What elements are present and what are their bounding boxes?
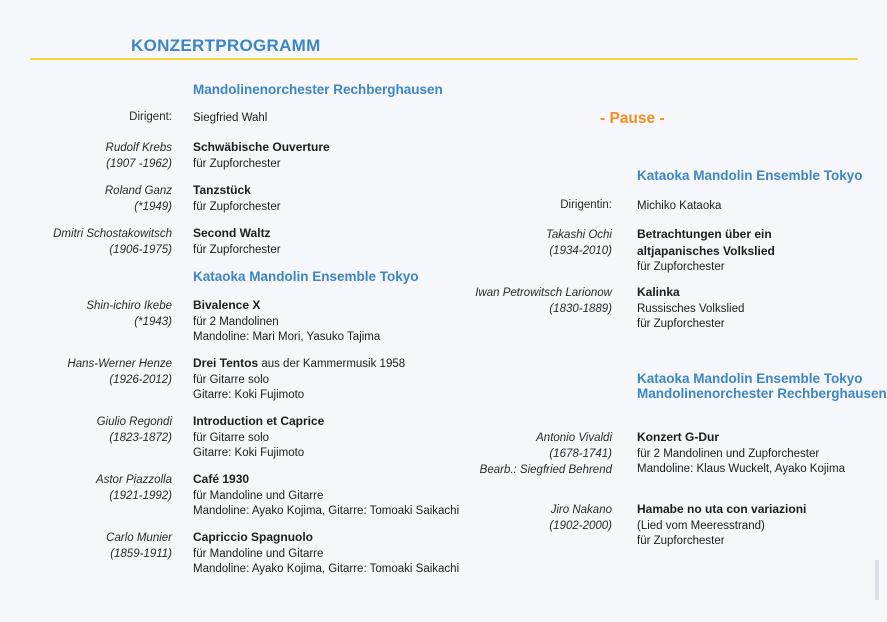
composer-dates: (1926-2012): [109, 374, 172, 386]
piece-block: [637, 227, 775, 276]
composer-block: [0, 530, 172, 562]
piece-block: [193, 356, 405, 404]
composer-name: Hans-Werner Henze: [67, 358, 172, 370]
piece-detail: für 2 Mandolinen und Zupforchester: [637, 447, 820, 460]
composer-name: Giulio Regondi: [96, 416, 172, 428]
piece-title: Café 1930: [193, 472, 250, 486]
piece-detail: für Zupforchester: [637, 318, 725, 330]
piece-title: Betrachtungen über ein: [637, 227, 772, 241]
composer-name: Jiro Nakano: [550, 504, 612, 516]
arranger: Bearb.: Siegfried Behrend: [479, 464, 612, 476]
ensemble-heading: Mandolinenorchester Rechberghausen: [193, 82, 443, 97]
composer-dates: (1823-1872): [109, 432, 172, 444]
piece-title: Kalinka: [637, 285, 680, 299]
composer-dates: (1678-1741): [549, 448, 612, 460]
composer-name: Iwan Petrowitsch Larionow: [475, 287, 612, 299]
piece-performers: Mandoline: Ayako Kojima, Gitarre: Tomoaki Saikachi: [193, 563, 460, 575]
composer-block: [0, 140, 172, 172]
piece-title: altjapanisches Volkslied: [637, 243, 775, 258]
composer-block: [0, 285, 612, 317]
piece-title: Drei Tentos: [193, 356, 259, 370]
composer-name: Roland Ganz: [104, 185, 172, 197]
piece-detail: für Mandoline und Gitarre: [193, 547, 324, 560]
conductor-label: Dirigentin:: [560, 199, 612, 211]
piece-detail: für Zupforchester: [193, 243, 281, 256]
piece-detail: für Zupforchester: [637, 261, 725, 273]
composer-name: Shin-ichiro Ikebe: [86, 300, 172, 312]
composer-name: Dmitri Schostakowitsch: [53, 228, 172, 240]
composer-dates: (1902-2000): [549, 520, 612, 532]
piece-detail: für Mandoline und Gitarre: [193, 489, 324, 502]
conductor-name: Siegfried Wahl: [193, 112, 268, 124]
page-edge-mark: [875, 560, 879, 600]
piece-detail: für 2 Mandolinen: [193, 315, 279, 328]
piece-detail: Russisches Volkslied: [637, 302, 745, 315]
composer-block: [0, 502, 612, 534]
piece-title: Tanzstück: [193, 183, 251, 197]
piece-title: Bivalence X: [193, 298, 261, 312]
composer-dates: (1934-2010): [549, 245, 612, 257]
composer-dates: (*1943): [134, 316, 172, 328]
composer-dates: (*1949): [134, 201, 172, 213]
conductor-label: Dirigent:: [129, 111, 172, 123]
composer-dates: (1859-1911): [110, 548, 172, 560]
composer-dates: (1906-1975): [109, 244, 172, 256]
composer-name: Antonio Vivaldi: [536, 432, 612, 444]
piece-block: [193, 140, 330, 172]
piece-title: Introduction et Caprice: [193, 414, 325, 428]
piece-title: Hamabe no uta con variazioni: [637, 502, 807, 516]
composer-dates: (1921-1992): [109, 490, 172, 502]
ensemble-heading: Kataoka Mandolin Ensemble Tokyo: [193, 269, 419, 284]
composer-name: Rudolf Krebs: [105, 142, 172, 154]
piece-block: [193, 530, 459, 578]
piece-performers: Mandoline: Klaus Wuckelt, Ayako Kojima: [637, 463, 845, 475]
piece-detail: für Zupforchester: [637, 535, 725, 547]
composer-block: [0, 227, 612, 259]
ensemble-heading: Mandolinenorchester Rechberghausen: [637, 386, 887, 401]
composer-name: Takashi Ochi: [545, 229, 612, 241]
composer-name: Carlo Munier: [106, 532, 172, 544]
composer-name: Astor Piazzolla: [95, 474, 172, 486]
piece-detail: für Gitarre solo: [193, 373, 270, 386]
composer-dates: (1907 -1962): [106, 158, 172, 170]
title-divider: [30, 58, 858, 60]
ensemble-heading: Kataoka Mandolin Ensemble Tokyo: [637, 168, 863, 183]
page-title: KONZERTPROGRAMM: [131, 36, 321, 55]
piece-block: [637, 502, 806, 550]
piece-performers: Gitarre: Koki Fujimoto: [193, 447, 305, 459]
piece-title: Capriccio Spagnuolo: [193, 530, 314, 544]
piece-block: [637, 430, 845, 478]
piece-title: Schwäbische Ouverture: [193, 140, 330, 154]
conductor-name: Michiko Kataoka: [637, 200, 722, 212]
piece-detail: für Gitarre solo: [193, 431, 270, 444]
piece-block: [637, 285, 744, 333]
piece-title: Second Waltz: [193, 226, 271, 240]
piece-title-suffix: aus der Kammermusik 1958: [258, 358, 406, 370]
composer-block: [0, 430, 612, 478]
composer-block: [0, 356, 172, 388]
ensemble-heading: Kataoka Mandolin Ensemble Tokyo: [637, 371, 863, 386]
composer-dates: (1830-1889): [549, 303, 612, 315]
piece-title: Konzert G-Dur: [637, 430, 719, 444]
piece-performers: Mandoline: Ayako Kojima, Gitarre: Tomoaki Saikachi: [193, 505, 460, 517]
pause-heading: - Pause -: [600, 110, 665, 127]
piece-performers: Gitarre: Koki Fujimoto: [193, 389, 305, 401]
piece-detail: für Zupforchester: [193, 200, 281, 213]
piece-performers: Mandoline: Mari Mori, Yasuko Tajima: [193, 331, 381, 343]
piece-detail: für Zupforchester: [193, 157, 281, 170]
piece-detail: (Lied vom Meeresstrand): [637, 519, 765, 532]
